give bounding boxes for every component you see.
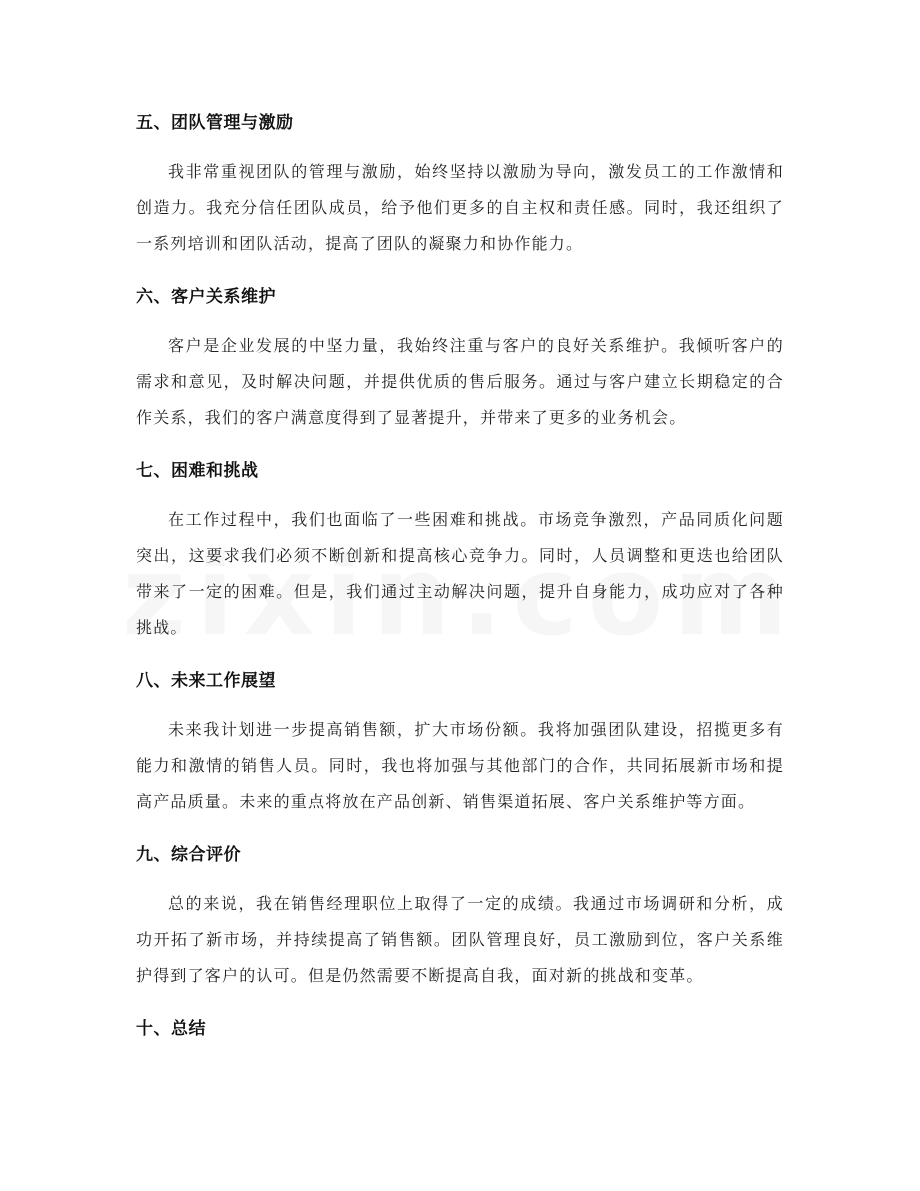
section-summary (136, 1010, 784, 1048)
section-heading: 九、综合评价 (136, 845, 241, 865)
section-customer-relations (136, 278, 784, 436)
section-paragraph: 客户是企业发展的中坚力量，我始终注重与客户的良好关系维护。我倾听客户的需求和意见，及时解决问题，并提供优质的售后服务。通过与客户建立长期稳定的合作关系，我们的客户满意度得到了显著提升，并带来了更多的业务机会。 (136, 336, 784, 427)
section-heading: 六、客户关系维护 (136, 287, 276, 307)
section-future-outlook (136, 662, 784, 820)
section-heading: 八、未来工作展望 (136, 671, 276, 691)
section-paragraph: 我非常重视团队的管理与激励，始终坚持以激励为导向，激发员工的工作激情和创造力。我充分信任团队成员，给予他们更多的自主权和责任感。同时，我还组织了一系列培训和团队活动，提高了团队的凝聚力和协作能力。 (136, 162, 784, 253)
section-paragraph: 总的来说，我在销售经理职位上取得了一定的成绩。我通过市场调研和分析，成功开拓了新市场，并持续提高了销售额。团队管理良好，员工激励到位，客户关系维护得到了客户的认可。但是仍然需要不断提高自我，面对新的挑战和变革。 (136, 894, 784, 985)
section-heading: 七、困难和挑战 (136, 461, 259, 481)
section-difficulties (136, 452, 784, 646)
section-paragraph: 在工作过程中，我们也面临了一些困难和挑战。市场竞争激烈，产品同质化问题突出，这要求我们必须不断创新和提高核心竞争力。同时，人员调整和更迭也给团队带来了一定的困难。但是，我们通过主动解决问题，提升自身能力，成功应对了各种挑战。 (136, 510, 784, 637)
section-team-management (136, 104, 784, 262)
section-heading: 十、总结 (136, 1019, 206, 1039)
section-overall-evaluation (136, 836, 784, 994)
section-heading: 五、团队管理与激励 (136, 113, 294, 133)
section-paragraph: 未来我计划进一步提高销售额，扩大市场份额。我将加强团队建设，招揽更多有能力和激情的销售人员。同时，我也将加强与其他部门的合作，共同拓展新市场和提高产品质量。未来的重点将放在产品创新、销售渠道拓展、客户关系维护等方面。 (136, 720, 784, 811)
document-body (136, 104, 784, 1060)
